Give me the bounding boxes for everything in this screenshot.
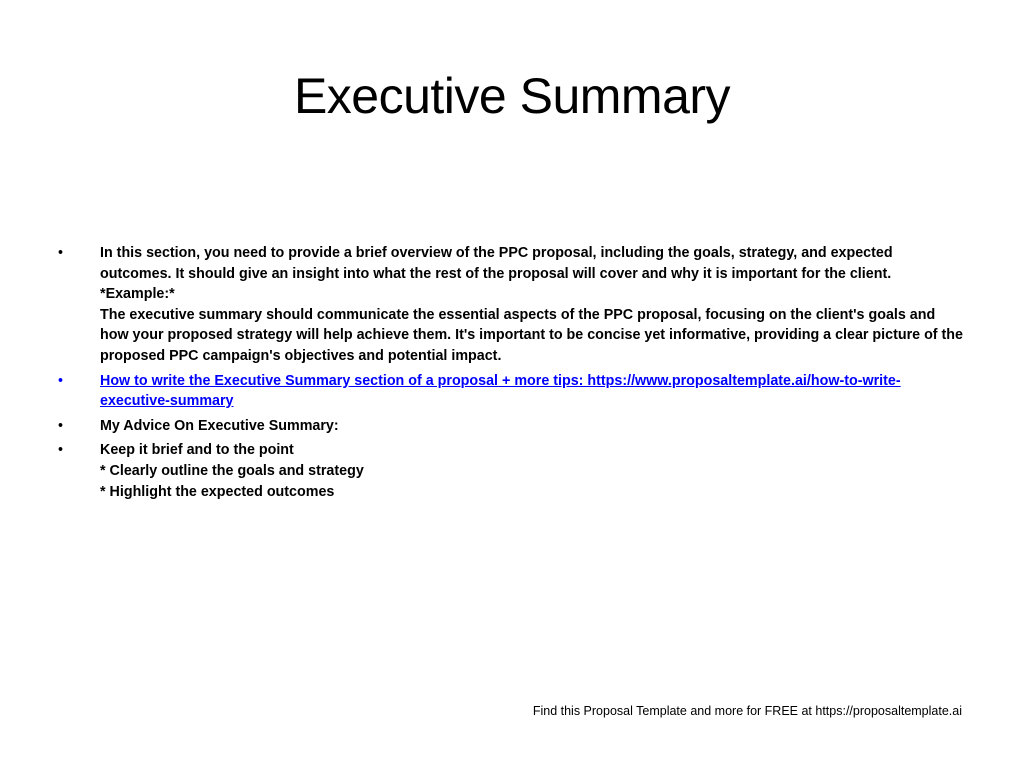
bullet-item-overview: [55, 243, 965, 367]
bullet-item-link: [55, 371, 965, 412]
example-label: *Example:*: [100, 286, 175, 303]
bullet-icon: •: [58, 417, 64, 434]
advice-heading: My Advice On Executive Summary:: [100, 417, 339, 434]
bullet-item-advice-heading: [55, 416, 965, 437]
bullet-list: [55, 243, 965, 502]
slide-title: Executive Summary: [293, 68, 731, 124]
how-to-write-link[interactable]: How to write the Executive Summary section of a proposal + more tips: https://www.proposaltemplate.ai/how-to-write-executive-summary: [100, 372, 901, 410]
bullet-icon: •: [58, 372, 64, 389]
advice-point: * Clearly outline the goals and strategy: [100, 462, 364, 479]
footer-text: Find this Proposal Template and more for FREE at https://proposaltemplate.ai: [532, 704, 962, 718]
bullet-item-advice-points: [55, 440, 965, 502]
advice-point: Keep it brief and to the point: [100, 442, 294, 459]
advice-point: * Highlight the expected outcomes: [100, 483, 335, 500]
bullet-icon: •: [58, 245, 64, 261]
overview-text: In this section, you need to provide a brief overview of the PPC proposal, including the goals, strategy, and expected outcomes. It should give an insight into what the rest of the proposal will cover and why it is important for the client.: [100, 245, 897, 282]
bullet-icon: •: [58, 442, 64, 459]
example-text: The executive summary should communicate the essential aspects of the PPC proposal, focusing on the client's goals and how your proposed strategy will help achieve them. It's important to be concise yet informative, providing a clear picture of the proposed PPC campaign's objectives and potential impact.: [100, 306, 967, 364]
slide-content: [55, 243, 965, 506]
